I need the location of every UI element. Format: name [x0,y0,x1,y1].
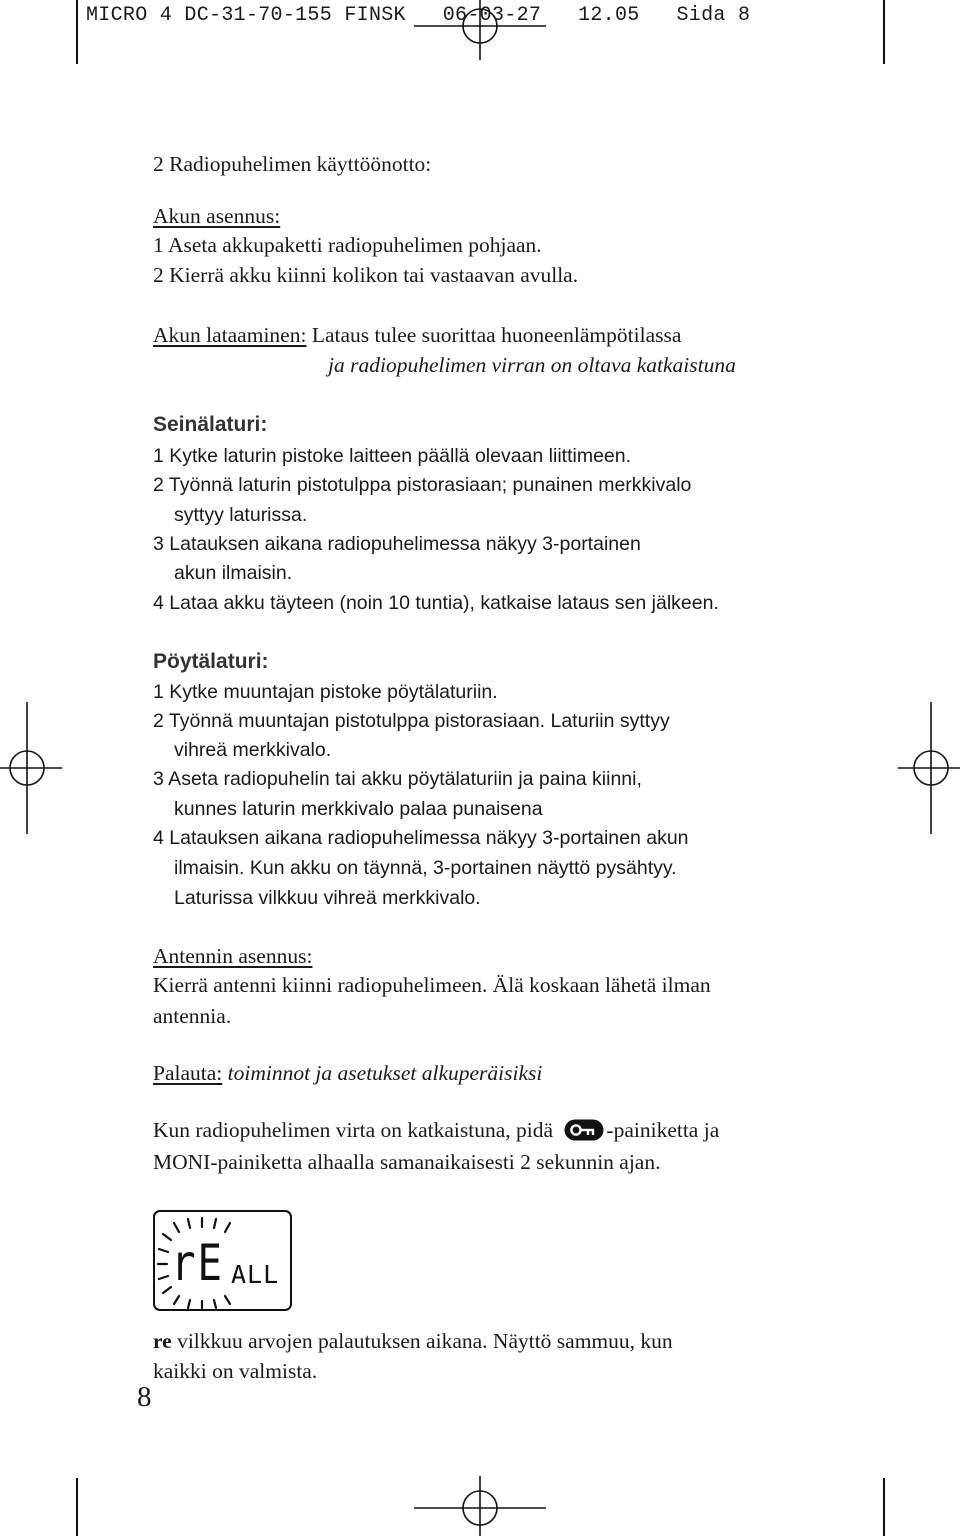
list-item: 2 Työnnä laturin pistotulppa pistorasiaan; punainen merkkivalo [153,474,692,496]
result-text [153,1326,673,1356]
akun-lataaminen-label: Akun lataaminen: [153,323,307,347]
palauta-subtitle: toiminnot ja asetukset alkuperäisiksi [227,1061,543,1085]
list-item: 3 Latauksen aikana radiopuhelimessa näkyy 3-portainen [153,533,641,555]
akun-asennus-heading: Akun asennus: [153,204,281,228]
palauta-heading [153,1058,542,1088]
page-number: 8 [137,1381,152,1413]
list-item: 4 Lataa akku täyteen (noin 10 tuntia), katkaise lataus sen jälkeen. [153,592,719,614]
list-item: antennia. [153,1004,232,1028]
akun-lataaminen [153,320,681,350]
palauta-text: Kun radiopuhelimen virta on katkaistuna, pidä [153,1118,554,1142]
palauta-instruction: MONI-painiketta alhaalla samanaikaisesti 2 sekunnin ajan. [153,1150,661,1174]
list-item: 4 Latauksen aikana radiopuhelimessa näkyy 3-portainen akun [153,827,689,849]
section-title: 2 Radiopuhelimen käyttöönotto: [153,152,432,176]
list-item: 2 Kierrä akku kiinni kolikon tai vastaavan avulla. [153,263,579,287]
akun-lataaminen-note: ja radiopuhelimen virran on oltava katkaistuna [328,353,736,377]
registration-crosshair-icon [414,1474,546,1536]
key-lock-icon [564,1119,604,1149]
palauta-label: Palauta: [153,1061,223,1085]
list-item: Kierrä antenni kiinni radiopuhelimeen. Älä koskaan lähetä ilman [153,973,711,997]
list-item: 1 Kytke laturin pistoke laitteen päällä olevaan liittimeen. [153,445,632,467]
list-item: 2 Työnnä muuntajan pistotulppa pistorasiaan. Laturiin syttyy [153,710,670,732]
list-item: 1 Kytke muuntajan pistoke pöytälaturiin. [153,681,498,703]
list-item: syttyy laturissa. [174,504,308,526]
akun-lataaminen-text: Lataus tulee suorittaa huoneenlämpötilassa [311,323,682,347]
palauta-text: -painiketta ja [606,1118,720,1142]
antennin-asennus-heading: Antennin asennus: [153,944,313,968]
result-bold: re [153,1329,172,1353]
lcd-small-text: ALL [231,1260,280,1289]
result-rest: vilkkuu arvojen palautuksen aikana. Näyttö sammuu, kun [171,1329,673,1353]
registration-crosshair-icon [898,702,960,834]
result-text-2: kaikki on valmista. [153,1359,318,1383]
crop-mark [76,1478,78,1536]
list-item: ilmaisin. Kun akku on täynnä, 3-portainen näyttö pysähtyy. [174,857,677,879]
list-item: 3 Aseta radiopuhelin tai akku pöytälaturiin ja paina kiinni, [153,768,642,790]
list-item: vihreä merkkivalo. [174,739,332,761]
registration-crosshair-icon [0,702,64,834]
list-item: Laturissa vilkkuu vihreä merkkivalo. [174,887,481,909]
crop-mark [883,0,885,64]
lcd-big-text: rE [171,1234,224,1292]
print-header: MICRO 4 DC-31-70-155 FINSK 06-03-27 12.05 Sida 8 [86,4,751,27]
list-item: akun ilmaisin. [174,562,293,584]
list-item: 1 Aseta akkupaketti radiopuhelimen pohjaan. [153,233,542,257]
seinalaturi-heading: Seinälaturi: [153,413,268,436]
crop-mark [76,0,78,64]
palauta-instruction [153,1115,719,1149]
poytalaturi-heading: Pöytälaturi: [153,650,269,673]
list-item: kunnes laturin merkkivalo palaa punaisena [174,798,543,820]
crop-mark [883,1478,885,1536]
lcd-display [153,1210,292,1311]
